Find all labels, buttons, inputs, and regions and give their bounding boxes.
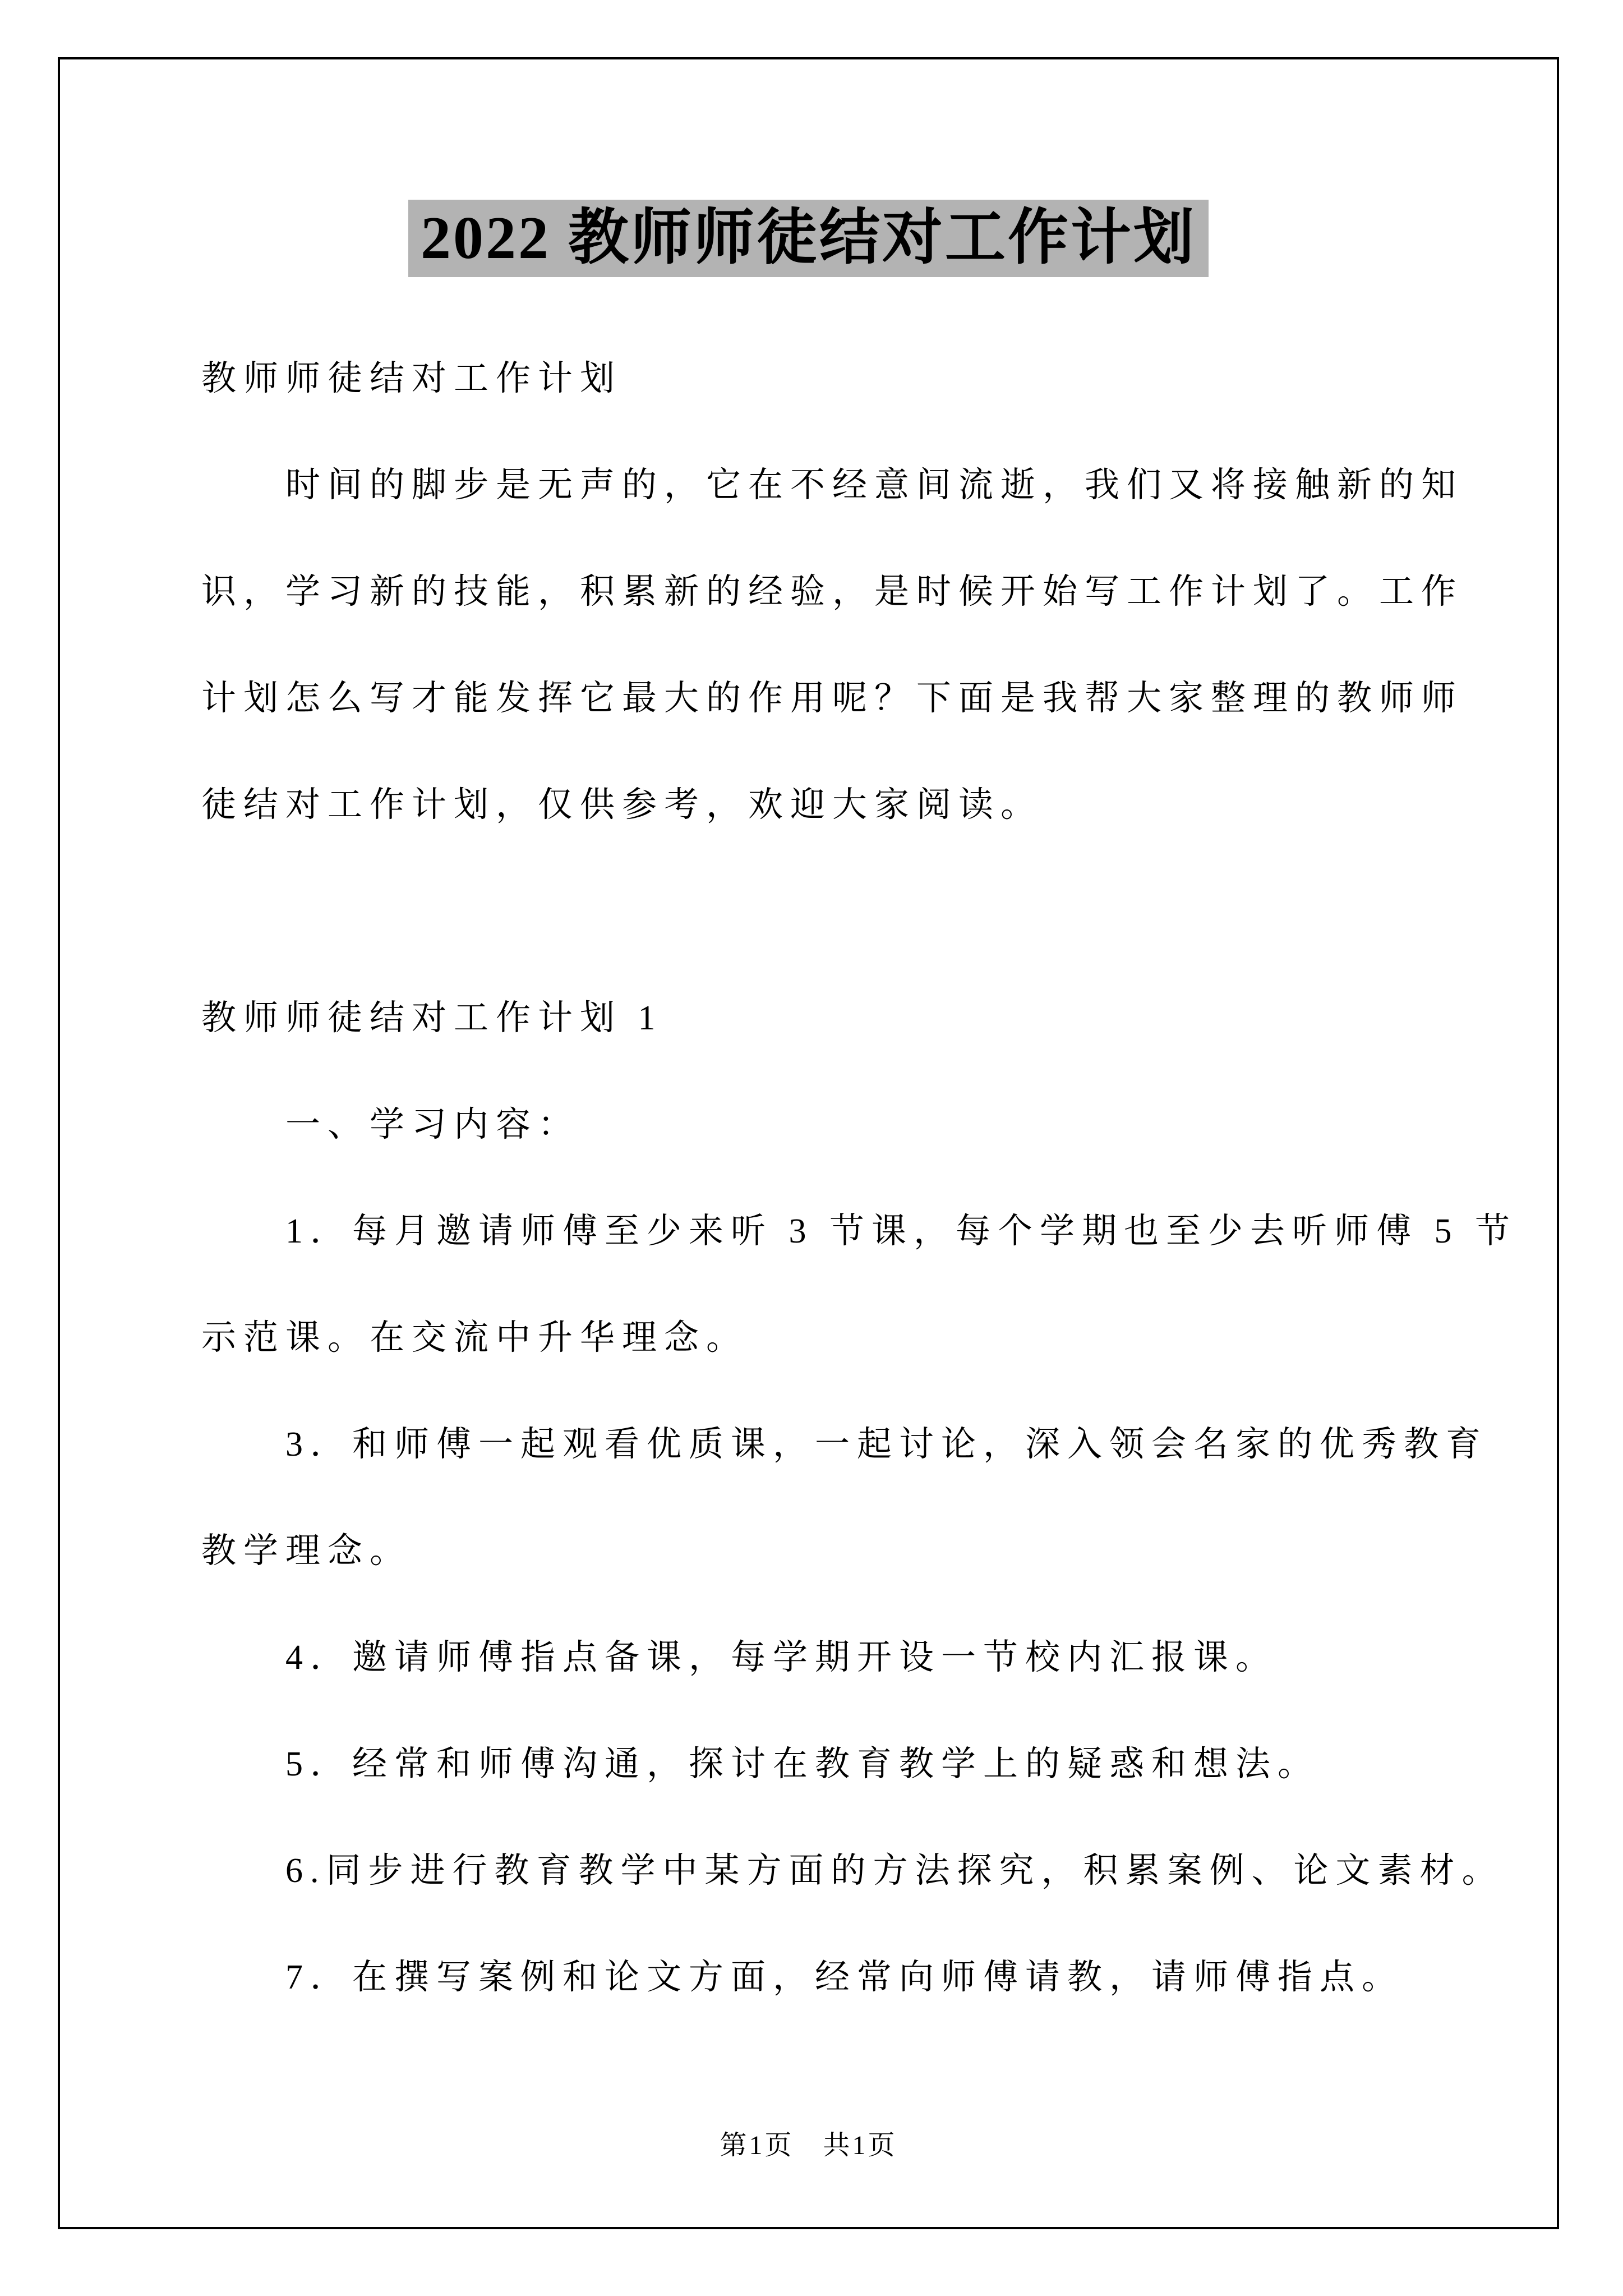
list-item-line: 5．经常和师傅沟通，探讨在教育教学上的疑惑和想法。 xyxy=(285,1745,1320,1783)
section-heading: 教师师徒结对工作计划 1 xyxy=(201,999,663,1037)
document-body xyxy=(60,325,1557,2031)
page-footer xyxy=(60,2129,1557,2162)
list-item-line: 6.同步进行教育教学中某方面的方法探究，积累案例、论文素材。 xyxy=(285,1852,1504,1890)
document-title xyxy=(60,200,1557,277)
list-item-line: 7．在撰写案例和论文方面，经常向师傅请教，请师傅指点。 xyxy=(285,1958,1404,1996)
text-line: 时间的脚步是无声的，它在不经意间流逝，我们又将接触新的知 xyxy=(285,466,1464,504)
list-item-line: 3．和师傅一起观看优质课，一起讨论，深入领会名家的优秀教育 xyxy=(285,1425,1488,1464)
page-number-text: 第1页 共1页 xyxy=(720,2131,897,2160)
text-line: 示范课。在交流中升华理念。 xyxy=(201,1319,749,1357)
text-line: 一、学习内容： xyxy=(285,1106,580,1144)
page-border xyxy=(58,57,1559,2229)
text-line: 计划怎么写才能发挥它最大的作用呢？下面是我帮大家整理的教师师 xyxy=(201,679,1464,717)
title-highlight: 2022 教师师徒结对工作计划 xyxy=(408,200,1209,277)
blank-line xyxy=(201,858,1478,965)
text-line: 徒结对工作计划，仅供参考，欢迎大家阅读。 xyxy=(201,786,1043,824)
list-item-line: 4．邀请师傅指点备课，每学期开设一节校内汇报课。 xyxy=(285,1639,1278,1677)
text-line: 教师师徒结对工作计划 xyxy=(201,360,623,398)
list-item-line: 1．每月邀请师傅至少来听 3 节课，每个学期也至少去听师傅 5 节 xyxy=(285,1212,1518,1250)
text-line: 教学理念。 xyxy=(201,1532,412,1570)
text-line: 识，学习新的技能，积累新的经验，是时候开始写工作计划了。工作 xyxy=(201,573,1464,611)
